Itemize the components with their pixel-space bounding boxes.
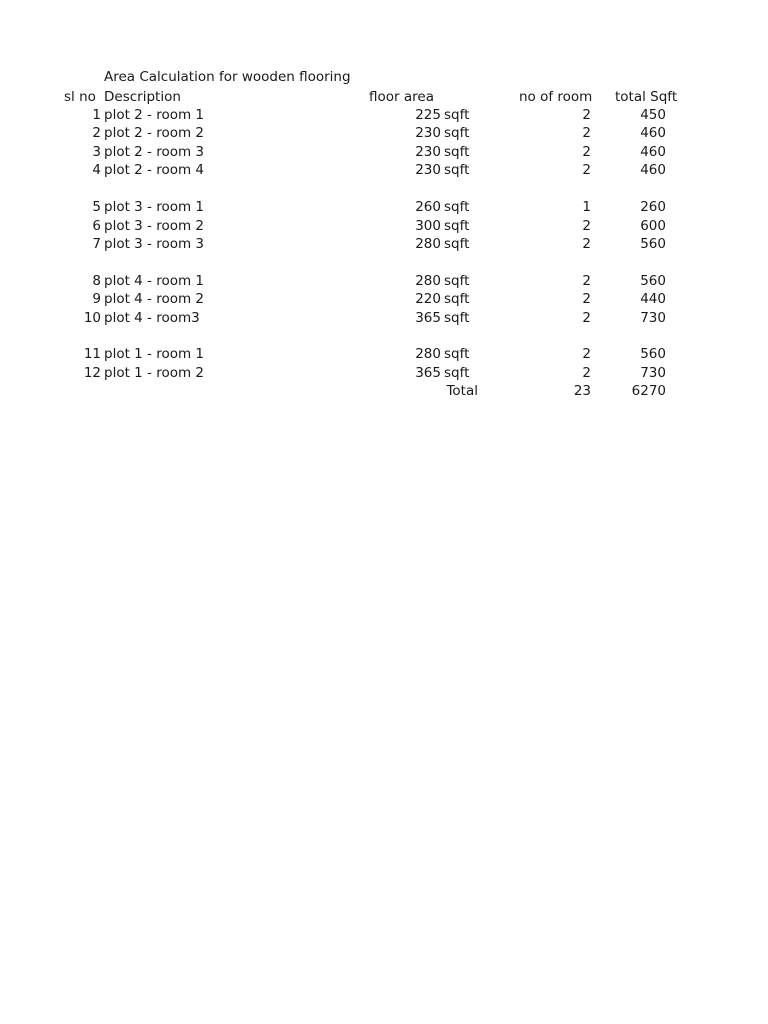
description-cell: plot 1 - room 2 xyxy=(104,365,205,381)
no-of-room-cell: 1 xyxy=(582,199,591,215)
sl-no-cell: 3 xyxy=(92,144,101,160)
table-row xyxy=(0,309,768,327)
floor-area-cell: 280 xyxy=(415,346,441,362)
description-cell: plot 1 - room 1 xyxy=(104,346,205,362)
header-description: Description xyxy=(104,89,181,105)
sl-no-cell: 1 xyxy=(92,107,101,123)
total-sqft-cell: 440 xyxy=(640,291,666,307)
total-sqft-cell: 260 xyxy=(640,199,666,215)
header-no-of-room: no of room xyxy=(519,89,593,105)
no-of-room-cell: 2 xyxy=(582,236,591,252)
sl-no-cell: 9 xyxy=(92,291,101,307)
unit-cell: sqft xyxy=(444,125,470,141)
unit-cell: sqft xyxy=(444,365,470,381)
no-of-room-cell: 2 xyxy=(582,346,591,362)
total-row xyxy=(0,382,768,400)
sl-no-cell: 2 xyxy=(92,125,101,141)
table-row xyxy=(0,106,768,124)
header-floor-area: floor area xyxy=(369,89,434,105)
total-sqft-sum-cell: 6270 xyxy=(631,383,666,399)
floor-area-cell: 365 xyxy=(415,365,441,381)
description-cell: plot 2 - room 3 xyxy=(104,144,205,160)
page-title: Area Calculation for wooden flooring xyxy=(104,69,351,85)
sl-no-cell: 6 xyxy=(92,218,101,234)
description-cell: plot 2 - room 2 xyxy=(104,125,205,141)
no-of-room-cell: 2 xyxy=(582,144,591,160)
total-sqft-cell: 600 xyxy=(640,218,666,234)
floor-area-cell: 220 xyxy=(415,291,441,307)
total-sqft-cell: 560 xyxy=(640,346,666,362)
no-of-room-cell: 2 xyxy=(582,162,591,178)
table-row xyxy=(0,143,768,161)
floor-area-cell: 300 xyxy=(415,218,441,234)
total-label: Total xyxy=(446,383,478,399)
total-sqft-cell: 730 xyxy=(640,310,666,326)
total-sqft-cell: 460 xyxy=(640,125,666,141)
description-cell: plot 3 - room 1 xyxy=(104,199,205,215)
total-sqft-cell: 460 xyxy=(640,162,666,178)
no-of-room-cell: 2 xyxy=(582,310,591,326)
unit-cell: sqft xyxy=(444,199,470,215)
total-sqft-cell: 460 xyxy=(640,144,666,160)
description-cell: plot 2 - room 1 xyxy=(104,107,205,123)
table-row xyxy=(0,235,768,253)
description-cell: plot 3 - room 2 xyxy=(104,218,205,234)
total-rooms-cell: 23 xyxy=(573,383,591,399)
table-row xyxy=(0,364,768,382)
table-row xyxy=(0,345,768,363)
table-row xyxy=(0,290,768,308)
table-row xyxy=(0,161,768,179)
unit-cell: sqft xyxy=(444,346,470,362)
no-of-room-cell: 2 xyxy=(582,125,591,141)
table-row xyxy=(0,217,768,235)
description-cell: plot 4 - room3 xyxy=(104,310,200,326)
unit-cell: sqft xyxy=(444,107,470,123)
floor-area-cell: 225 xyxy=(415,107,441,123)
no-of-room-cell: 2 xyxy=(582,218,591,234)
floor-area-cell: 230 xyxy=(415,162,441,178)
unit-cell: sqft xyxy=(444,291,470,307)
no-of-room-cell: 2 xyxy=(582,107,591,123)
floor-area-cell: 230 xyxy=(415,144,441,160)
floor-area-cell: 230 xyxy=(415,125,441,141)
total-sqft-cell: 730 xyxy=(640,365,666,381)
unit-cell: sqft xyxy=(444,218,470,234)
header-row xyxy=(0,88,768,106)
unit-cell: sqft xyxy=(444,310,470,326)
total-sqft-cell: 450 xyxy=(640,107,666,123)
total-sqft-cell: 560 xyxy=(640,236,666,252)
description-cell: plot 4 - room 1 xyxy=(104,273,205,289)
table-row xyxy=(0,198,768,216)
description-cell: plot 3 - room 3 xyxy=(104,236,205,252)
sl-no-cell: 5 xyxy=(92,199,101,215)
table-row xyxy=(0,124,768,142)
no-of-room-cell: 2 xyxy=(582,365,591,381)
floor-area-cell: 260 xyxy=(415,199,441,215)
table-row xyxy=(0,272,768,290)
floor-area-cell: 280 xyxy=(415,273,441,289)
no-of-room-cell: 2 xyxy=(582,291,591,307)
sl-no-cell: 11 xyxy=(83,346,101,362)
unit-cell: sqft xyxy=(444,236,470,252)
description-cell: plot 4 - room 2 xyxy=(104,291,205,307)
description-cell: plot 2 - room 4 xyxy=(104,162,205,178)
header-sl-no: sl no xyxy=(64,89,96,105)
floor-area-cell: 280 xyxy=(415,236,441,252)
sl-no-cell: 4 xyxy=(92,162,101,178)
sl-no-cell: 12 xyxy=(83,365,101,381)
sl-no-cell: 7 xyxy=(92,236,101,252)
unit-cell: sqft xyxy=(444,273,470,289)
total-sqft-cell: 560 xyxy=(640,273,666,289)
unit-cell: sqft xyxy=(444,162,470,178)
unit-cell: sqft xyxy=(444,144,470,160)
sl-no-cell: 8 xyxy=(92,273,101,289)
header-total-sqft: total Sqft xyxy=(615,89,678,105)
sl-no-cell: 10 xyxy=(83,310,101,326)
floor-area-cell: 365 xyxy=(415,310,441,326)
no-of-room-cell: 2 xyxy=(582,273,591,289)
